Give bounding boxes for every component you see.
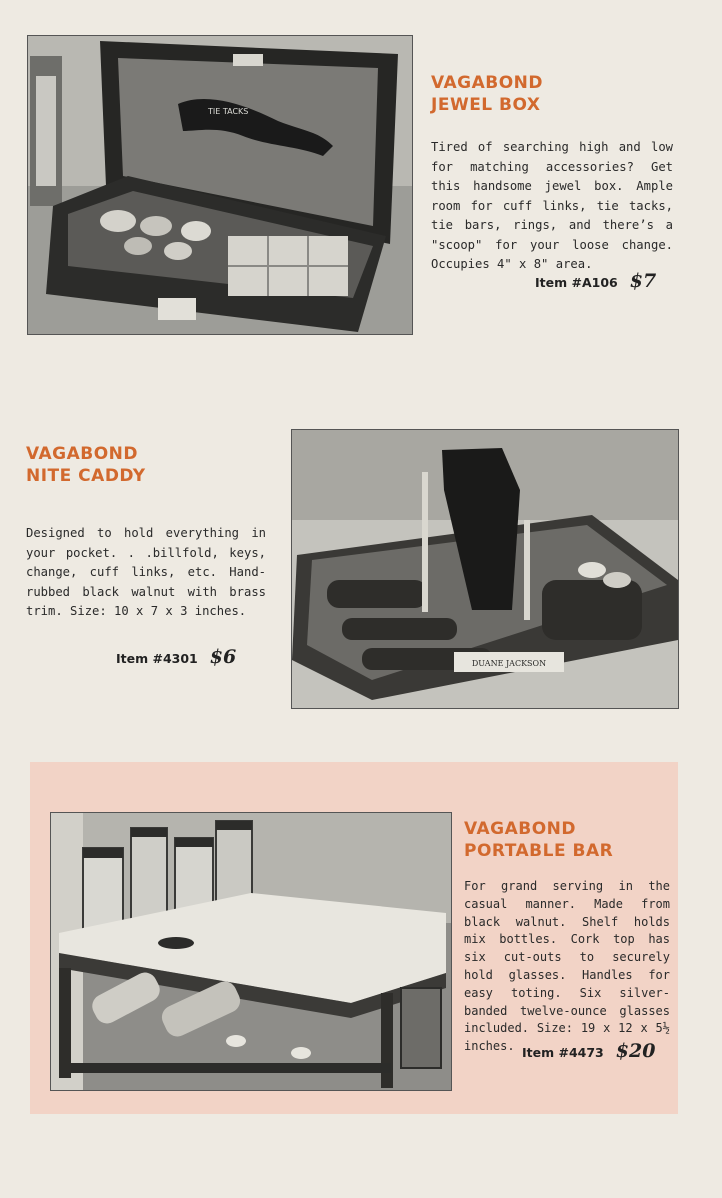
heading-line: VAGABOND bbox=[26, 444, 139, 464]
nite-caddy-description: Designed to hold everything in your pocket. . .billfold, keys, change, cuff links, etc. Hand-rubbed black walnut with brass trim. Size: 10 x 7 x 3 inches. bbox=[26, 526, 266, 618]
nite-caddy-item bbox=[116, 646, 236, 668]
portable-bar-description: For grand serving in the casual manner. Made from black walnut. Shelf holds mix bottles. Cork top has six cut-outs to securely hold glasses. Handles for easy toting. Six silver-banded twelve-ounce glasses included. Size: 19 x 12 x 5½ inches. bbox=[464, 879, 670, 1054]
heading-line: PORTABLE BAR bbox=[464, 841, 614, 861]
portable-bar-heading bbox=[464, 818, 613, 862]
portable-bar-photo bbox=[50, 812, 452, 1091]
nite-caddy-heading bbox=[26, 443, 146, 487]
heading-line: VAGABOND bbox=[431, 73, 544, 93]
nite-caddy-photo bbox=[291, 429, 679, 709]
price: $20 bbox=[615, 1040, 656, 1062]
price: $6 bbox=[209, 646, 237, 668]
item-number: Item #4473 bbox=[522, 1045, 604, 1060]
jewel-box-photo bbox=[27, 35, 413, 335]
item-number: Item #4301 bbox=[116, 651, 198, 666]
heading-line: VAGABOND bbox=[464, 819, 577, 839]
heading-line: JEWEL BOX bbox=[431, 95, 541, 115]
price: $7 bbox=[629, 270, 657, 292]
portable-bar-item bbox=[522, 1040, 655, 1062]
jewel-box-description: Tired of searching high and low for matching accessories? Get this handsome jewel box. Ample room for cuff links, tie tacks, tie bars, rings, and there’s a "scoop" for your loose change. Occupies 4" x 8" area. bbox=[431, 140, 673, 271]
item-number: Item #A106 bbox=[535, 275, 618, 290]
jewel-box-heading bbox=[431, 72, 543, 116]
tie-tacks-label: TIE TACKS bbox=[208, 107, 249, 116]
jewel-box-item bbox=[535, 270, 656, 292]
name-plate-label: DUANE JACKSON bbox=[471, 659, 547, 668]
heading-line: NITE CADDY bbox=[26, 466, 146, 486]
